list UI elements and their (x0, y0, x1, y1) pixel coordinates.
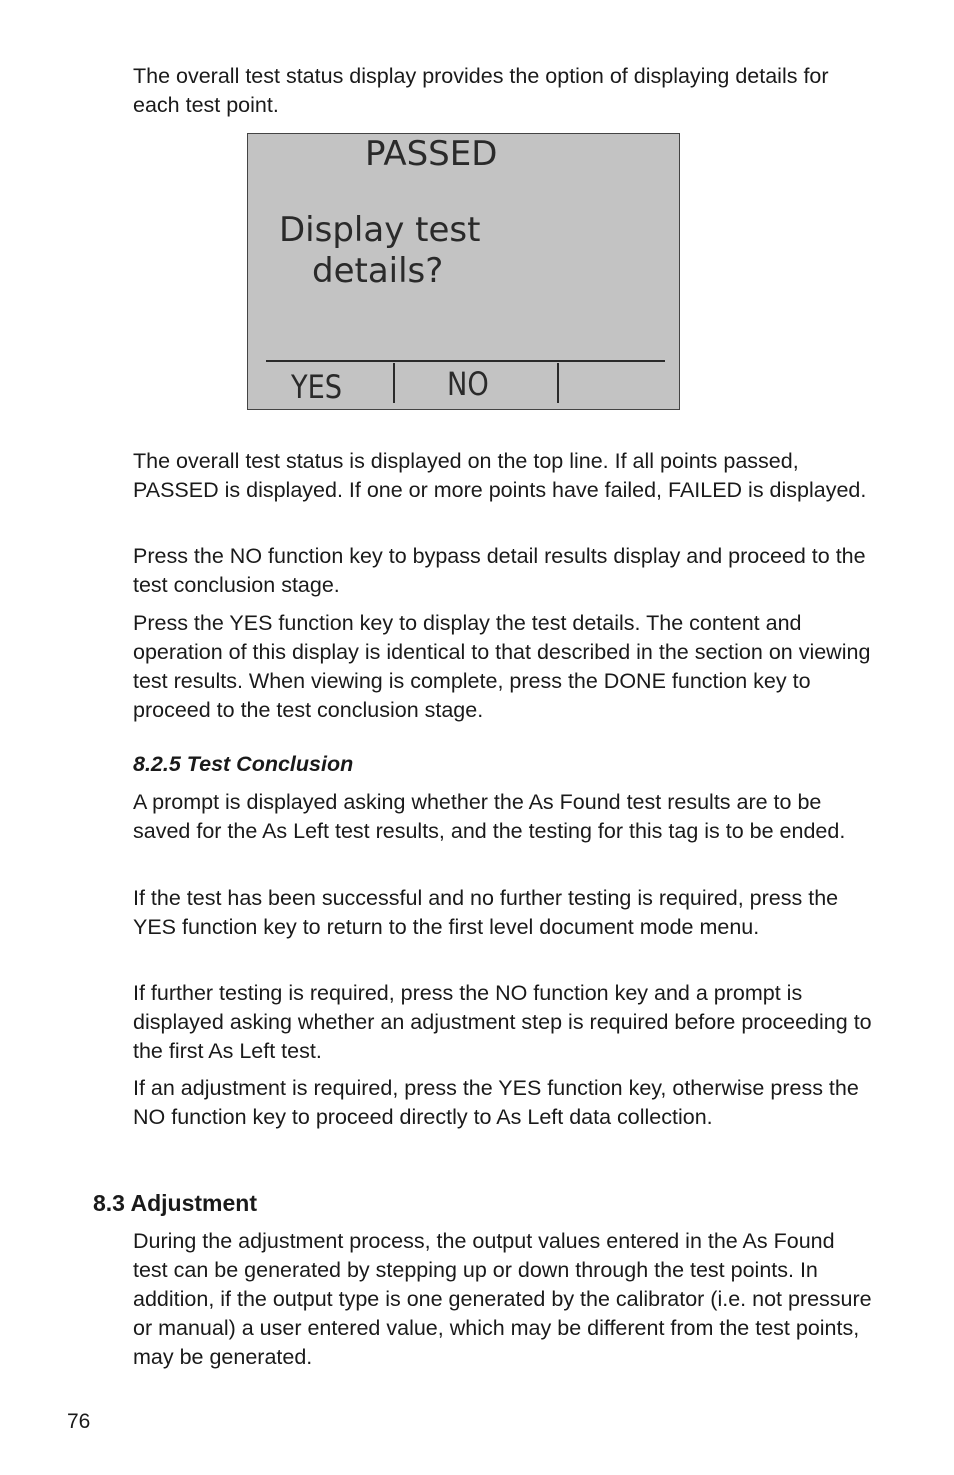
yes-key-paragraph: Press the YES function key to display the test details. The content and operation of this display is identical to that described in the section on viewing test results. When viewing is complete, press the DONE function key to proceed to the test conclusion stage. (133, 611, 871, 722)
test-status-text: PASSED (365, 134, 498, 174)
status-paragraph: The overall test status is displayed on the top line. If all points passed, PASSED is displayed. If one or more points have failed, FAILED is displayed. (133, 449, 867, 502)
softkey-separator (557, 363, 559, 403)
page-number: 76 (67, 1410, 91, 1433)
softkey-separator (393, 363, 395, 403)
section-heading-adjustment: 8.3 Adjustment (93, 1190, 258, 1216)
test-conclusion-paragraph-2: If the test has been successful and no further testing is required, press the YES function key to return to the first level document mode menu. (133, 886, 839, 939)
no-key-paragraph: Press the NO function key to bypass detail results display and proceed to the test conclusion stage. (133, 544, 866, 597)
test-conclusion-paragraph-3: If further testing is required, press the NO function key and a prompt is displayed asking whether an adjustment step is required before proceeding to the first As Left test. (133, 981, 872, 1063)
intro-paragraph: The overall test status display provides the option of displaying details for each test point. (133, 64, 829, 117)
yes-softkey[interactable]: YES (291, 368, 343, 406)
section-heading-test-conclusion: 8.2.5 Test Conclusion (133, 752, 354, 776)
adjustment-paragraph: During the adjustment process, the output values entered in the As Found test can be generated by stepping up or down through the test points. In addition, if the output type is one generated by the calibrator (i.e. not pressure or manual) a user entered value, which may be different from the test points, may be generated. (133, 1229, 872, 1369)
no-softkey[interactable]: NO (447, 365, 489, 403)
calibrator-display (247, 133, 680, 410)
test-conclusion-paragraph-1: A prompt is displayed asking whether the As Found test results are to be saved for the As Left test results, and the testing for this tag is to be ended. (133, 790, 846, 843)
test-conclusion-paragraph-4: If an adjustment is required, press the YES function key, otherwise press the NO function key to proceed directly to As Left data collection. (133, 1076, 859, 1129)
prompt-line-2: details? (312, 251, 444, 291)
softkey-divider-line (266, 360, 665, 362)
prompt-line-1: Display test (279, 210, 481, 250)
